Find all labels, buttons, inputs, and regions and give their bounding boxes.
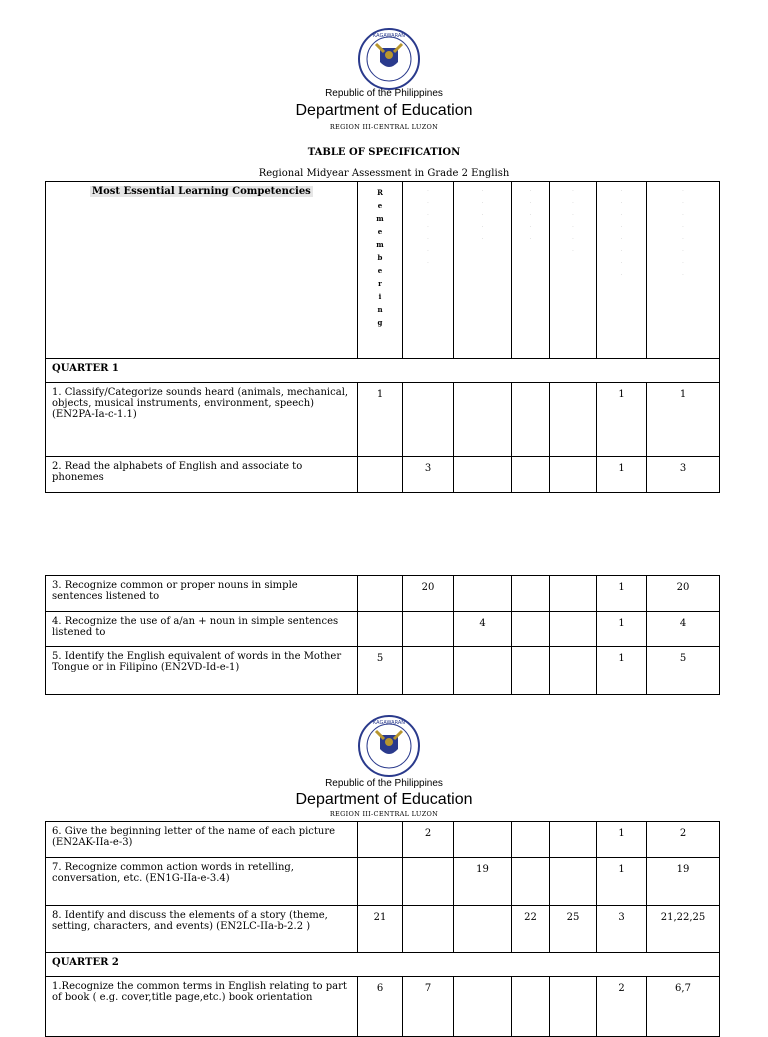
- svg-text:KAGAWARAN: KAGAWARAN: [372, 720, 406, 726]
- value-cell: [512, 977, 550, 1037]
- value-cell: 1: [597, 858, 647, 906]
- department-title: Department of Education: [295, 791, 473, 808]
- table-row: [46, 647, 720, 695]
- quarter-row: [46, 359, 720, 383]
- value-cell: [454, 383, 512, 457]
- value-cell: [403, 906, 454, 953]
- value-cell: [454, 822, 512, 858]
- value-cell: 20: [403, 576, 454, 612]
- value-cell: [550, 576, 597, 612]
- document-subtitle: Regional Midyear Assessment in Grade 2 English: [258, 168, 510, 179]
- value-cell: 5: [358, 647, 403, 695]
- value-cell: 21: [358, 906, 403, 953]
- value-cell: 1: [597, 576, 647, 612]
- value-cell: 2: [647, 822, 720, 858]
- quarter-row: [46, 953, 720, 977]
- value-cell: 19: [454, 858, 512, 906]
- value-cell: 6: [358, 977, 403, 1037]
- quarter-1-label: QUARTER 1: [46, 359, 720, 383]
- value-cell: [403, 858, 454, 906]
- competency-cell: 1. Classify/Categorize sounds heard (animals, mechanical, objects, musical instruments, environment, speech) (EN2PA-Ia-c-1.1): [46, 383, 358, 457]
- faint-header-text: · · · · · ·: [572, 188, 574, 255]
- value-cell: [550, 383, 597, 457]
- value-cell: [550, 858, 597, 906]
- value-cell: [403, 612, 454, 647]
- competency-cell: 4. Recognize the use of a/an + noun in simple sentences listened to: [46, 612, 358, 647]
- value-cell: 3: [647, 457, 720, 493]
- specification-table-part1: [45, 181, 720, 493]
- value-cell: [512, 822, 550, 858]
- value-cell: 22: [512, 906, 550, 953]
- value-cell: [454, 977, 512, 1037]
- value-cell: 3: [403, 457, 454, 493]
- competency-cell: 8. Identify and discuss the elements of a story (theme, setting, characters, and events) (EN2LC-IIa-b-2.2 ): [46, 906, 358, 953]
- value-cell: 1: [597, 612, 647, 647]
- region-text: REGION III-CENTRAL LUZON: [329, 810, 439, 818]
- value-cell: [454, 647, 512, 695]
- value-cell: [403, 647, 454, 695]
- table-row: [46, 977, 720, 1037]
- value-cell: [454, 576, 512, 612]
- value-cell: 1: [597, 647, 647, 695]
- competencies-header: Most Essential Learning Competencies: [92, 186, 311, 197]
- value-cell: [512, 457, 550, 493]
- value-cell: 3: [597, 906, 647, 953]
- value-cell: [454, 457, 512, 493]
- faint-header-text: · · · · · · · ·: [620, 188, 623, 279]
- value-cell: [550, 977, 597, 1037]
- value-cell: 5: [647, 647, 720, 695]
- deped-seal-icon: [358, 28, 420, 90]
- faint-header-text: · · · · ·: [481, 188, 484, 243]
- table-row: [46, 858, 720, 906]
- value-cell: 1: [597, 383, 647, 457]
- table-row: [46, 612, 720, 647]
- competency-cell: 5. Identify the English equivalent of words in the Mother Tongue or in Filipino (EN2VD-Id-e-1): [46, 647, 358, 695]
- competency-cell: 6. Give the beginning letter of the name of each picture (EN2AK-IIa-e-3): [46, 822, 358, 858]
- competency-cell: 7. Recognize common action words in retelling, conversation, etc. (EN1G-IIa-e-3.4): [46, 858, 358, 906]
- table-header-row: [46, 182, 720, 359]
- republic-text: Republic of the Philippines: [325, 778, 443, 789]
- value-cell: 1: [597, 457, 647, 493]
- value-cell: 20: [647, 576, 720, 612]
- region-text: REGION III-CENTRAL LUZON: [329, 123, 439, 131]
- value-cell: [512, 576, 550, 612]
- value-cell: [358, 858, 403, 906]
- remembering-header: R e m e m b e r i n g: [376, 188, 384, 327]
- faint-header-text: · · · · ·: [529, 188, 532, 243]
- specification-table-part2: [45, 575, 720, 695]
- table-row: [46, 457, 720, 493]
- faint-header-text: · · · · · · · ·: [682, 188, 684, 279]
- table-row: [46, 576, 720, 612]
- republic-text: Republic of the Philippines: [325, 88, 443, 99]
- value-cell: [512, 612, 550, 647]
- value-cell: [358, 576, 403, 612]
- document-title: TABLE OF SPECIFICATION: [307, 147, 461, 158]
- competency-cell: 3. Recognize common or proper nouns in simple sentences listened to: [46, 576, 358, 612]
- value-cell: [550, 457, 597, 493]
- specification-table-part3: [45, 821, 720, 1037]
- value-cell: 4: [647, 612, 720, 647]
- deped-seal-icon: [358, 715, 420, 777]
- value-cell: [512, 858, 550, 906]
- faint-header-text: · · · · · · ·: [427, 188, 429, 267]
- value-cell: 7: [403, 977, 454, 1037]
- svg-text:KAGAWARAN: KAGAWARAN: [372, 33, 406, 39]
- table-row: [46, 906, 720, 953]
- value-cell: 1: [647, 383, 720, 457]
- value-cell: [358, 822, 403, 858]
- value-cell: [358, 612, 403, 647]
- value-cell: [550, 822, 597, 858]
- value-cell: 25: [550, 906, 597, 953]
- table-row: [46, 383, 720, 457]
- value-cell: [454, 906, 512, 953]
- value-cell: 19: [647, 858, 720, 906]
- value-cell: [403, 383, 454, 457]
- table-row: [46, 822, 720, 858]
- value-cell: 4: [454, 612, 512, 647]
- quarter-2-label: QUARTER 2: [46, 953, 720, 977]
- value-cell: [512, 383, 550, 457]
- value-cell: 2: [597, 977, 647, 1037]
- value-cell: [550, 647, 597, 695]
- value-cell: 2: [403, 822, 454, 858]
- competency-cell: 1.Recognize the common terms in English relating to part of book ( e.g. cover,title page,etc.) book orientation: [46, 977, 358, 1037]
- value-cell: [358, 457, 403, 493]
- value-cell: [512, 647, 550, 695]
- value-cell: 6,7: [647, 977, 720, 1037]
- department-title: Department of Education: [295, 102, 473, 119]
- competency-cell: 2. Read the alphabets of English and associate to phonemes: [46, 457, 358, 493]
- value-cell: 1: [358, 383, 403, 457]
- value-cell: 21,22,25: [647, 906, 720, 953]
- value-cell: 1: [597, 822, 647, 858]
- value-cell: [550, 612, 597, 647]
